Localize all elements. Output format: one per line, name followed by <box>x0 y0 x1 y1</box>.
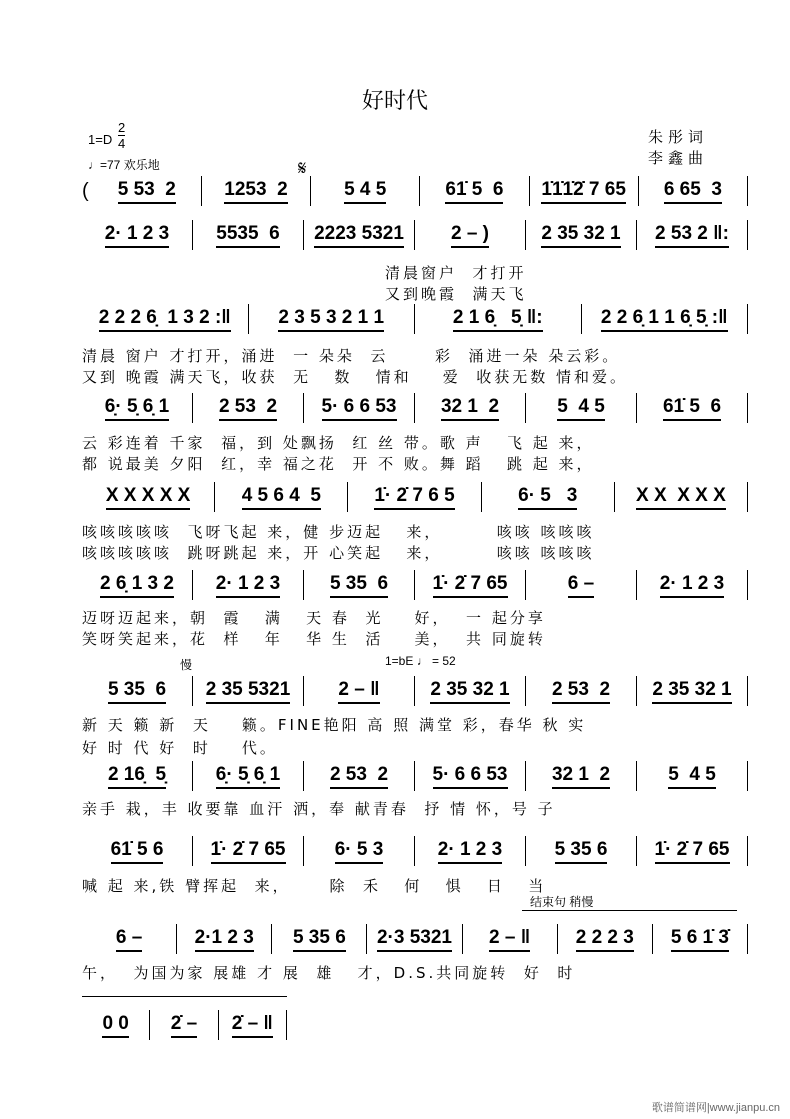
measure-notes: 2 53 2 <box>219 396 277 421</box>
measure-notes: 5 35 6 <box>293 927 346 952</box>
measure <box>82 924 177 954</box>
measure-notes: 2 2 6̣ 1 1 6̣ 5̣ :‖ <box>601 307 728 332</box>
measure-notes: 5535 6 <box>216 223 279 248</box>
measure <box>193 220 304 250</box>
measure <box>463 924 558 954</box>
staff-system <box>82 570 748 600</box>
staff-system <box>82 924 748 954</box>
staff-system <box>82 761 748 791</box>
measure-notes: 2 16̣ 5̣ <box>108 764 166 789</box>
measure-notes: 32 1 2 <box>552 764 610 789</box>
measure-notes: 2· 1 2 3 <box>660 573 724 598</box>
measure-notes: 5 35 6 <box>330 573 388 598</box>
measure <box>367 924 462 954</box>
measure <box>311 176 420 206</box>
ending-label: 结束句 稍慢 <box>530 895 594 909</box>
measure-notes: 1̇1̇1̇2̇ 7 65 <box>541 179 626 204</box>
measure <box>304 836 415 866</box>
measure <box>415 304 582 334</box>
tempo-marking: ♩=77 欢乐地 <box>88 158 160 172</box>
measure <box>558 924 653 954</box>
lyric-line: 新 天 籁 新 天 籁。FINE艳阳 高 照 满堂 彩，春华 秋 实 <box>82 716 587 734</box>
measure <box>304 761 415 791</box>
lyric-line: 笑呀笑起来，花 样 年 华 生 活 美， 共 同旋转 <box>82 630 546 648</box>
measure-notes: 0 0 <box>102 1013 128 1038</box>
lyric-line: 好 时 代 好 时 代。 <box>82 739 278 757</box>
measure-notes: 6̣· 5̣ 6̣ 1 <box>216 764 280 789</box>
measure-notes: 6 – <box>116 927 142 952</box>
measure <box>304 220 415 250</box>
measure-notes: 5 4 5 <box>668 764 716 789</box>
time-signature <box>118 120 125 151</box>
lyric-line: 又到晚霞 满天飞 <box>82 285 527 303</box>
measure <box>482 482 615 512</box>
measure <box>304 393 415 423</box>
measure <box>304 570 415 600</box>
measure <box>82 304 249 334</box>
measure <box>249 304 416 334</box>
staff-system <box>82 304 748 334</box>
measure <box>193 761 304 791</box>
time-top: 2 <box>118 120 126 135</box>
measure-notes: 2 – ) <box>451 223 489 248</box>
measure-notes: 61̇ 5 6 <box>111 839 164 864</box>
measure <box>637 761 748 791</box>
lyric-line: 迈呀迈起来，朝 霞 满 天 春 光 好， 一 起分享 <box>82 609 546 627</box>
lyric-line: 咳咳咳咳咳 跳呀跳起 来，开 心笑起 来， 咳咳 咳咳咳 <box>82 544 595 562</box>
measure <box>82 570 193 600</box>
measure <box>415 393 526 423</box>
measure <box>526 393 637 423</box>
lyric-line: 咳咳咳咳咳 飞呀飞起 来，健 步迈起 来， 咳咳 咳咳咳 <box>82 523 595 541</box>
measure-notes: 1̇· 2̇ 7 6 5 <box>374 485 454 510</box>
lyric-line: 都 说最美 夕阳 红，幸 福之花 开 不 败。舞 蹈 跳 起 来， <box>82 455 595 473</box>
measure <box>193 570 304 600</box>
measure <box>526 836 637 866</box>
lyric-line: 云 彩连着 千家 福，到 处飘扬 红 丝 带。歌 声 飞 起 来， <box>82 434 595 452</box>
measure-notes: 2 – ‖ <box>338 679 379 704</box>
measure <box>415 220 526 250</box>
measure <box>582 304 749 334</box>
measure <box>420 176 529 206</box>
measure-notes: 5 35 6 <box>108 679 166 704</box>
key-change: 1=bE ♩ = 52 <box>385 654 456 668</box>
measure-notes: 2 35 32 1 <box>430 679 509 704</box>
measure <box>530 176 639 206</box>
lyric-line: 喊 起 来,铁 臂挥起 来， 除 禾 何 惧 日 当 <box>82 877 547 895</box>
measure-notes: 2 2 2 3 <box>576 927 634 952</box>
measure-notes: 6̣· 5̣ 6̣ 1 <box>105 396 169 421</box>
measure <box>415 761 526 791</box>
measure-notes: 5 4 5 <box>557 396 605 421</box>
measure <box>526 570 637 600</box>
staff-system <box>82 220 748 250</box>
measure <box>637 570 748 600</box>
lyric-line: 清晨窗户 才打开 <box>82 264 527 282</box>
measure-notes: 5 4 5 <box>344 179 386 204</box>
measure <box>202 176 311 206</box>
parenthesis: ( <box>82 179 89 202</box>
measure-notes: 2 35 32 1 <box>652 679 731 704</box>
measure <box>637 220 748 250</box>
measure <box>193 393 304 423</box>
measure-notes: 2 53 2 ‖: <box>655 223 729 248</box>
measure <box>82 676 193 706</box>
measure-notes: 5 35 6 <box>555 839 608 864</box>
measure-notes: 2 1 6̣ 5̣ ‖: <box>453 307 543 332</box>
measure-notes: 2 3 5 3 2 1 1 <box>278 307 384 332</box>
measure <box>93 176 202 206</box>
measure <box>653 924 748 954</box>
measure-notes: 61̇ 5 6 <box>445 179 503 204</box>
staff-system <box>82 393 748 423</box>
staff-system <box>82 176 748 206</box>
measure <box>348 482 481 512</box>
measure <box>193 836 304 866</box>
measure-notes: 2 35 32 1 <box>541 223 620 248</box>
measure-notes: X X X X X <box>106 485 190 510</box>
measure-notes: 5 6 1̇ 3̇ <box>671 927 729 952</box>
key-signature: 1=D <box>88 132 113 147</box>
measure-notes: 2̇ – ‖ <box>232 1013 273 1038</box>
staff-system <box>82 482 748 512</box>
measure <box>177 924 272 954</box>
measure <box>193 676 304 706</box>
measure <box>304 676 415 706</box>
measure-notes: 2 6̣ 1 3 2 <box>100 573 174 598</box>
measure-notes: 6 – <box>568 573 594 598</box>
measure <box>82 836 193 866</box>
lyric-line: 又到 晚霞 满天飞，收获 无 数 情和 爱 收获无数 情和爱。 <box>82 368 629 386</box>
measure-notes: 5· 6 6 53 <box>322 396 397 421</box>
measure-notes: 2 35 5321 <box>206 679 291 704</box>
measure-notes: 2· 1 2 3 <box>216 573 280 598</box>
measure-notes: 2̇ – <box>171 1013 197 1038</box>
staff-system <box>82 676 748 706</box>
measure <box>415 570 526 600</box>
measure <box>82 761 193 791</box>
time-bottom: 4 <box>118 136 126 151</box>
measure-notes: 5· 6 6 53 <box>433 764 508 789</box>
measure <box>82 393 193 423</box>
measure <box>526 761 637 791</box>
measure-notes: X X X X X <box>636 485 726 510</box>
segno-sign: 𝄋 <box>298 158 307 180</box>
measure-notes: 2·1 2 3 <box>195 927 254 952</box>
measure <box>639 176 748 206</box>
lyricist: 朱彤词 <box>648 128 709 146</box>
measure <box>82 1010 150 1040</box>
measure-notes: 6· 5 3 <box>518 485 577 510</box>
measure-notes: 2·3 5321 <box>377 927 452 952</box>
measure-notes: 5 53 2 <box>118 179 176 204</box>
measure <box>615 482 748 512</box>
staff-system <box>82 836 748 866</box>
measure-notes: 32 1 2 <box>441 396 499 421</box>
ending-bracket-cont <box>82 996 287 997</box>
measure-notes: 6· 5 3 <box>335 839 384 864</box>
measure-notes: 1̇· 2̇ 7 65 <box>655 839 730 864</box>
staff-system <box>82 1010 287 1040</box>
measure-notes: 2223 5321 <box>314 223 404 248</box>
measure-notes: 6 65 3 <box>664 179 722 204</box>
measure <box>526 676 637 706</box>
lyric-line: 清晨 窗户 才打开，涌进 一 朵朵 云 彩 涌进一朵 朵云彩。 <box>82 347 621 365</box>
measure <box>637 836 748 866</box>
slow-marking: 慢 <box>180 658 193 672</box>
lyric-line: 亲手 栽，丰 收要靠 血汗 洒，奉 献青春 抒 情 怀，号 子 <box>82 800 556 818</box>
ending-bracket <box>522 910 737 911</box>
composer: 李鑫曲 <box>648 149 709 167</box>
measure <box>272 924 367 954</box>
measure <box>82 220 193 250</box>
measure <box>150 1010 218 1040</box>
measure-notes: 2 53 2 <box>330 764 388 789</box>
measure <box>637 393 748 423</box>
measure <box>637 676 748 706</box>
measure <box>215 482 348 512</box>
measure <box>219 1010 287 1040</box>
measure <box>415 676 526 706</box>
measure-notes: 2· 1 2 3 <box>438 839 502 864</box>
measure <box>526 220 637 250</box>
measure-notes: 1253 2 <box>224 179 287 204</box>
measure-notes: 2 – ‖ <box>489 927 530 952</box>
watermark: 歌谱简谱网|www.jianpu.cn <box>651 1102 780 1114</box>
measure-notes: 1̇· 2̇ 7 65 <box>433 573 508 598</box>
measure-notes: 2 53 2 <box>552 679 610 704</box>
measure <box>82 482 215 512</box>
song-title: 好时代 <box>361 89 428 114</box>
measure-notes: 1̇· 2̇ 7 65 <box>211 839 286 864</box>
measure-notes: 2 2 2 6̣ 1 3 2 :‖ <box>99 307 231 332</box>
measure-notes: 61̇ 5 6 <box>663 396 721 421</box>
lyric-line: 午， 为国为家 展雄 才 展 雄 才，D.S.共同旋转 好 时 <box>82 964 576 982</box>
measure-notes: 4 5 6 4 5 <box>242 485 321 510</box>
measure <box>415 836 526 866</box>
measure-notes: 2· 1 2 3 <box>105 223 169 248</box>
